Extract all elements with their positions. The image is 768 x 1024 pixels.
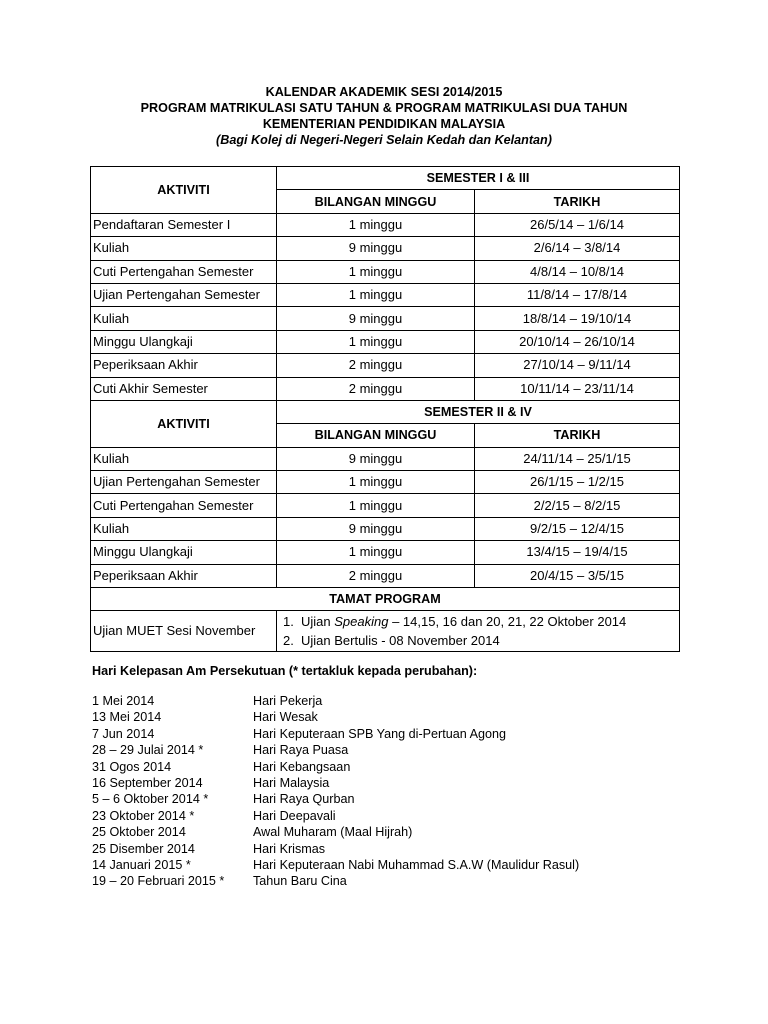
holiday-date: 7 Jun 2014 [92, 726, 155, 741]
activity-cell: Kuliah [91, 237, 277, 260]
table-row [91, 494, 680, 517]
date-header: TARIKH [475, 190, 680, 213]
end-program-row [91, 588, 680, 611]
activity-cell: Pendaftaran Semester I [91, 213, 277, 236]
weeks-cell: 2 minggu [277, 564, 475, 587]
weeks-cell: 1 minggu [277, 541, 475, 564]
muet-item-1-italic: Speaking [334, 614, 389, 630]
holiday-row [92, 726, 579, 742]
document-header [0, 84, 768, 148]
activity-cell: Cuti Akhir Semester [91, 377, 277, 400]
date-cell: 2/2/15 – 8/2/15 [475, 494, 680, 517]
weeks-cell: 9 minggu [277, 447, 475, 470]
weeks-header: BILANGAN MINGGU [277, 424, 475, 447]
holiday-date: 5 – 6 Oktober 2014 * [92, 792, 209, 807]
holiday-row [92, 759, 579, 775]
weeks-cell: 1 minggu [277, 283, 475, 306]
title-line-1: KALENDAR AKADEMIK SESI 2014/2015 [265, 85, 503, 99]
calendar-table [90, 166, 680, 652]
holidays-title: Hari Kelepasan Am Persekutuan (* tertakluk kepada perubahan): [92, 664, 478, 678]
date-cell: 10/11/14 – 23/11/14 [475, 377, 680, 400]
weeks-cell: 1 minggu [277, 471, 475, 494]
weeks-cell: 2 minggu [277, 377, 475, 400]
holiday-name: Hari Raya Puasa [253, 743, 349, 758]
holiday-row [92, 709, 579, 725]
holiday-name: Hari Wesak [253, 710, 318, 725]
holiday-date: 16 September 2014 [92, 775, 203, 790]
activity-cell: Kuliah [91, 447, 277, 470]
activity-cell: Ujian Pertengahan Semester [91, 283, 277, 306]
muet-item-1-post: – 14,15, 16 dan 20, 21, 22 Oktober 2014 [388, 614, 627, 630]
end-program-label: TAMAT PROGRAM [91, 588, 680, 611]
holiday-date: 13 Mei 2014 [92, 710, 162, 725]
semester2-header-row [91, 400, 680, 423]
muet-row [91, 611, 680, 652]
holiday-date: 23 Oktober 2014 * [92, 808, 195, 823]
holiday-name: Awal Muharam (Maal Hijrah) [253, 825, 413, 840]
date-cell: 13/4/15 – 19/4/15 [475, 541, 680, 564]
semester1-header-row [91, 167, 680, 190]
holiday-date: 1 Mei 2014 [92, 694, 155, 708]
title-line-2: PROGRAM MATRIKULASI SATU TAHUN & PROGRAM MATRIKULASI DUA TAHUN [140, 101, 628, 115]
date-cell: 9/2/15 – 12/4/15 [475, 517, 680, 540]
muet-item-1 [279, 612, 677, 631]
weeks-cell: 1 minggu [277, 330, 475, 353]
date-cell: 20/4/15 – 3/5/15 [475, 564, 680, 587]
date-cell: 24/11/14 – 25/1/15 [475, 447, 680, 470]
activity-cell: Kuliah [91, 307, 277, 330]
muet-item-2 [279, 631, 677, 650]
title-line-4: (Bagi Kolej di Negeri-Negeri Selain Kedah dan Kelantan) [216, 133, 552, 147]
holiday-row [92, 742, 579, 758]
holiday-name: Hari Keputeraan SPB Yang di-Pertuan Agong [253, 726, 506, 741]
holiday-date: 25 Oktober 2014 [92, 825, 186, 840]
table-row [91, 471, 680, 494]
date-cell: 20/10/14 – 26/10/14 [475, 330, 680, 353]
activity-cell: Peperiksaan Akhir [91, 564, 277, 587]
holiday-name: Hari Malaysia [253, 775, 330, 790]
activity-cell: Cuti Pertengahan Semester [91, 494, 277, 517]
date-cell: 27/10/14 – 9/11/14 [475, 354, 680, 377]
semester2-title: SEMESTER II & IV [277, 400, 680, 423]
table-row [91, 330, 680, 353]
holiday-row [92, 775, 579, 791]
table-row [91, 354, 680, 377]
weeks-cell: 2 minggu [277, 354, 475, 377]
table-row [91, 307, 680, 330]
list-number: 1. [283, 614, 294, 630]
table-row [91, 517, 680, 540]
activity-cell: Minggu Ulangkaji [91, 541, 277, 564]
holiday-name: Hari Deepavali [253, 808, 336, 823]
muet-list [279, 612, 677, 650]
weeks-cell: 9 minggu [277, 237, 475, 260]
holidays-list [92, 693, 579, 890]
holiday-row [92, 873, 579, 889]
date-cell: 26/1/15 – 1/2/15 [475, 471, 680, 494]
table-row [91, 283, 680, 306]
activity-cell: Minggu Ulangkaji [91, 330, 277, 353]
activity-cell: Cuti Pertengahan Semester [91, 260, 277, 283]
holiday-name: Hari Keputeraan Nabi Muhammad S.A.W (Maulidur Rasul) [253, 857, 580, 872]
table-row [91, 213, 680, 236]
holiday-name: Hari Pekerja [253, 694, 323, 708]
weeks-cell: 9 minggu [277, 307, 475, 330]
muet-item-1-pre: Ujian [301, 614, 335, 630]
holiday-name: Hari Krismas [253, 841, 326, 856]
holiday-date: 28 – 29 Julai 2014 * [92, 743, 204, 758]
activity-header: AKTIVITI [91, 167, 277, 214]
table-row [91, 447, 680, 470]
date-header: TARIKH [475, 424, 680, 447]
activity-cell: Ujian Pertengahan Semester [91, 471, 277, 494]
table-row [91, 564, 680, 587]
weeks-cell: 1 minggu [277, 260, 475, 283]
semester1-title: SEMESTER I & III [277, 167, 680, 190]
holiday-row [92, 808, 579, 824]
table-row [91, 237, 680, 260]
holiday-row [92, 791, 579, 807]
date-cell: 18/8/14 – 19/10/14 [475, 307, 680, 330]
date-cell: 26/5/14 – 1/6/14 [475, 213, 680, 236]
holiday-date: 14 Januari 2015 * [92, 857, 191, 872]
muet-item-2-text: Ujian Bertulis - 08 November 2014 [301, 633, 500, 649]
weeks-cell: 9 minggu [277, 517, 475, 540]
table-row [91, 260, 680, 283]
weeks-cell: 1 minggu [277, 213, 475, 236]
date-cell: 4/8/14 – 10/8/14 [475, 260, 680, 283]
list-number: 2. [283, 633, 294, 649]
holiday-date: 31 Ogos 2014 [92, 759, 172, 774]
holiday-name: Tahun Baru Cina [253, 874, 347, 889]
date-cell: 2/6/14 – 3/8/14 [475, 237, 680, 260]
table-row [91, 541, 680, 564]
activity-cell: Peperiksaan Akhir [91, 354, 277, 377]
holiday-date: 19 – 20 Februari 2015 * [92, 874, 225, 889]
title-line-3: KEMENTERIAN PENDIDIKAN MALAYSIA [262, 117, 506, 131]
holiday-name: Hari Raya Qurban [253, 792, 355, 807]
table-row [91, 377, 680, 400]
activity-header: AKTIVITI [91, 400, 277, 447]
muet-label: Ujian MUET Sesi November [91, 611, 277, 652]
weeks-header: BILANGAN MINGGU [277, 190, 475, 213]
date-cell: 11/8/14 – 17/8/14 [475, 283, 680, 306]
activity-cell: Kuliah [91, 517, 277, 540]
weeks-cell: 1 minggu [277, 494, 475, 517]
holiday-row [92, 841, 579, 857]
holiday-row [92, 857, 579, 873]
holiday-name: Hari Kebangsaan [253, 759, 351, 774]
holiday-row [92, 824, 579, 840]
muet-details [277, 611, 680, 652]
holiday-row [92, 693, 579, 709]
holiday-date: 25 Disember 2014 [92, 841, 195, 856]
